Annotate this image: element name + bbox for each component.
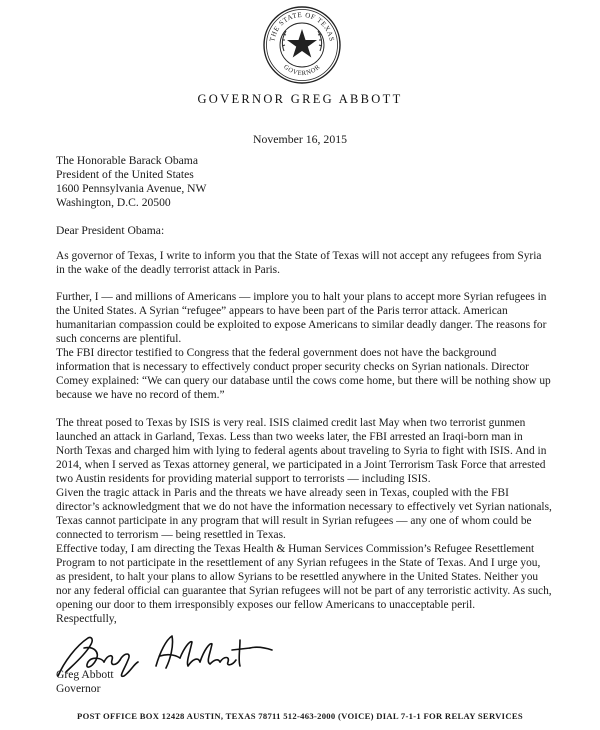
recipient-city: Washington, D.C. 20500 [56,196,171,209]
body-paragraph-3: The FBI director testified to Congress that the federal government does not have the background information that is necessary to effectively conduct proper security checks on Syrian nationals. Director Comey explained: “We can query our database until the cows come home, but there will be nothing show up because we have no record of them.” [56,347,551,401]
svg-text:GOVERNOR [282,63,322,77]
closing: Respectfully, [56,612,117,625]
body-paragraph-2: Further, I — and millions of Americans — implore you to halt your plans to accept more Syrian refugees in the United States. A Syrian “refugee” appears to have been part of the Paris terror attack. American humanitarian compassion could be exploited to expose Americans to similar deadly danger. The reasons for such concerns are plentiful. [56,291,547,345]
body-paragraph-5: Given the tragic attack in Paris and the threats we have already seen in Texas, coupled with the FBI director’s acknowledgment that we do not have the information necessary to effectively vet Syrian nationals, Texas cannot participate in any program that will result in Syrian refugees — any one of whom could be connected to terrorism — being resettled in Texas. [56,487,552,541]
body-paragraph-4: The threat posed to Texas by ISIS is very real. ISIS claimed credit last May when two terrorist gunmen launched an attack in Garland, Texas. Less than two weeks later, the FBI arrested an Iraqi-born man in North Texas and charged him with lying to federal agents about traveling to Syria to fight with ISIS. And in 2014, when I served as Texas attorney general, we participated in a Joint Terrorism Task Force that arrested two Austin residents for providing material support to terrorists — including ISIS. [56,417,547,485]
body-paragraph-1: As governor of Texas, I write to inform you that the State of Texas will not accept any refugees from Syria in the wake of the deadly terrorist attack in Paris. [56,250,542,276]
signer-title: Governor [56,682,101,695]
seal-text-top: THE STATE OF TEXAS [268,10,336,43]
recipient-name: The Honorable Barack Obama [56,154,198,167]
letter-date: November 16, 2015 [252,132,348,146]
salutation: Dear President Obama: [56,224,165,237]
letterhead-title: GOVERNOR GREG ABBOTT [197,92,403,106]
signature-block [56,668,114,696]
letterhead-footer: POST OFFICE BOX 12428 AUSTIN, TEXAS 78711 512-463-2000 (VOICE) DIAL 7-1-1 FOR RELAY SERVICES [77,711,523,721]
seal-text-bottom: GOVERNOR [282,63,322,78]
recipient-address [56,154,206,210]
texas-governor-seal [262,5,342,85]
recipient-street: 1600 Pennsylvania Avenue, NW [56,182,207,195]
recipient-title: President of the United States [56,168,194,181]
signer-name: Greg Abbott [56,668,114,681]
body-paragraph-6: Effective today, I am directing the Texas Health & Human Services Commission’s Refugee Resettlement Program to not participate in the resettlement of any Syrian refugees in the State of Texas. And I urge you, as president, to halt your plans to allow Syrians to be resettled anywhere in the United States. Neither you nor any federal official can guarantee that Syrian refugees will not be part of any terroristic activity. As such, opening our door to them irresponsibly exposes our fellow Americans to unacceptable peril. [56,543,552,611]
